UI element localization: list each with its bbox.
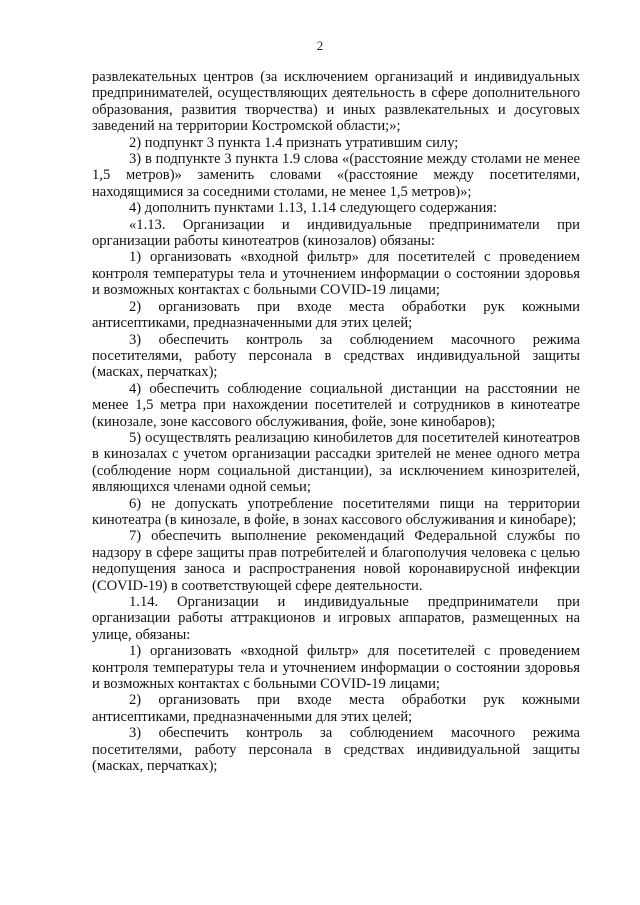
paragraph: 5) осуществлять реализацию кинобилетов для посетителей кинотеатров в кинозалах с учетом организации рассадки зрителей не менее одного метра (соблюдение норм социальной дистанции), за исключением кинозрителей, являющихся членами одной семьи; [92, 429, 580, 496]
paragraph: 7) обеспечить выполнение рекомендаций Федеральной службы по надзору в сфере защиты прав потребителей и благополучия человека с целью недопущения заноса и распространения новой коронавирусной инфекции (COVID-19) в соответствующей сфере деятельности. [92, 528, 580, 594]
paragraph: 2) организовать при входе места обработки рук кожными антисептиками, предназначенными для этих целей; [92, 692, 580, 725]
paragraph: 1.14. Организации и индивидуальные предприниматели при организации работы аттракционов и игровых аппаратов, размещенных на улице, обязаны: [92, 594, 580, 643]
paragraph: 1) организовать «входной фильтр» для посетителей с проведением контроля температуры тела и уточнением информации о состоянии здоровья и возможных контактах с больными COVID-19 лицами; [92, 249, 580, 299]
paragraph: 1) организовать «входной фильтр» для посетителей с проведением контроля температуры тела и уточнением информации о состоянии здоровья и возможных контактах с больными COVID-19 лицами; [92, 643, 580, 693]
paragraph: 2) организовать при входе места обработки рук кожными антисептиками, предназначенными для этих целей; [92, 298, 580, 332]
paragraph: развлекательных центров (за исключением организаций и индивидуальных предпринимателей, осуществляющих деятельность в сфере дополнительного образования, развития творчества) и иных развлекательных и досуговых заведений на территории Костромской области;»; [92, 69, 580, 135]
paragraph: 3) в подпункте 3 пункта 1.9 слова «(расстояние между столами не менее 1,5 метров)» заменить словами «(расстояние между посетителями, находящимися за соседними столами, не менее 1,5 метров)»; [92, 151, 580, 200]
paragraph: 3) обеспечить контроль за соблюдением масочного режима посетителями, работу персонала в средствах индивидуальной защиты (масках, перчатках); [92, 331, 580, 381]
paragraph: 4) обеспечить соблюдение социальной дистанции на расстоянии не менее 1,5 метра при нахождении посетителей и сотрудников в кинотеатре (кинозале, зоне кассового обслуживания, фойе, зоне кинобаров); [92, 380, 580, 430]
paragraph: 4) дополнить пунктами 1.13, 1.14 следующего содержания: [129, 200, 498, 217]
paragraph: 2) подпункт 3 пункта 1.4 признать утратившим силу; [129, 134, 459, 151]
document-body [92, 69, 580, 774]
paragraph: «1.13. Организации и индивидуальные предприниматели при организации работы кинотеатров (кинозалов) обязаны: [92, 216, 580, 250]
paragraph: 6) не допускать употребление посетителями пищи на территории кинотеатра (в кинозале, в фойе, в зонах кассового обслуживания и кинобаре); [92, 495, 580, 528]
page-number: 2 [316, 38, 324, 53]
paragraph: 3) обеспечить контроль за соблюдением масочного режима посетителями, работу персонала в средствах индивидуальной защиты (масках, перчатках); [92, 725, 580, 775]
